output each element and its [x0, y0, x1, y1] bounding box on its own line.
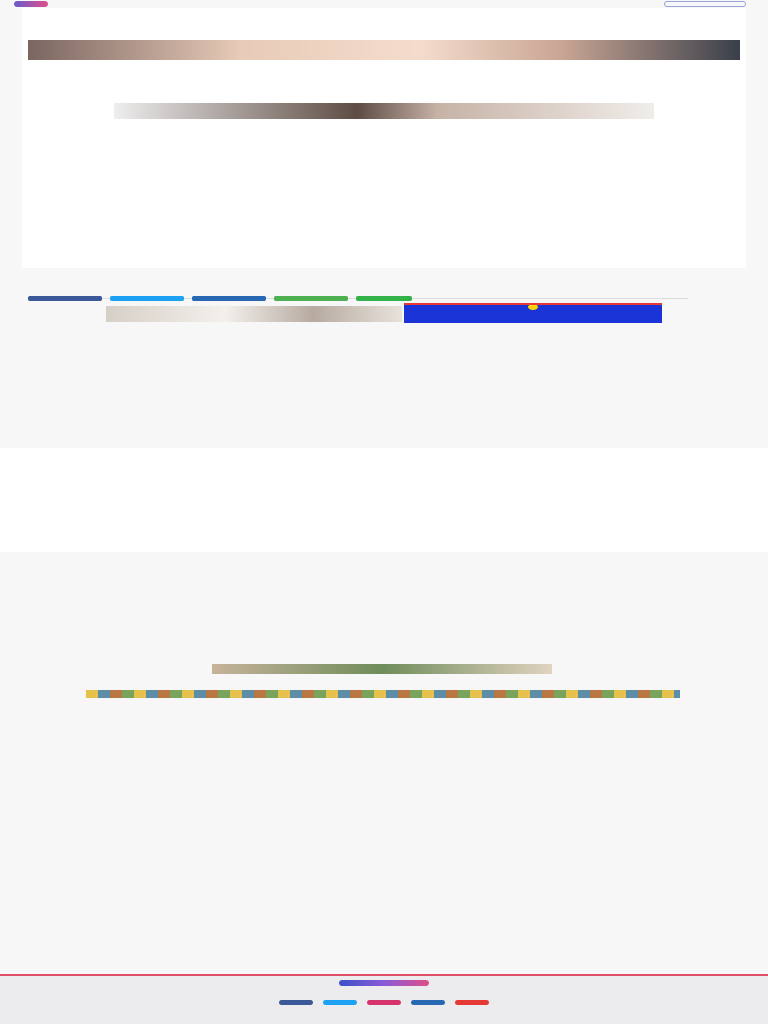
top-bar: [0, 0, 768, 8]
featured-image[interactable]: [212, 664, 552, 674]
share-linkedin-button[interactable]: [192, 296, 266, 301]
related-list: [18, 332, 748, 440]
ad-stripe: [404, 303, 662, 305]
share-twitter-button[interactable]: [110, 296, 184, 301]
facebook-icon[interactable]: [279, 1000, 313, 1005]
article: [22, 8, 746, 268]
article-paragraph: [28, 63, 740, 99]
share-facebook-button[interactable]: [28, 296, 102, 301]
share-whatsapp-button[interactable]: [274, 296, 348, 301]
site-logo[interactable]: [14, 1, 48, 7]
footer-logo[interactable]: [339, 980, 429, 986]
featured-strip-image[interactable]: [86, 690, 680, 698]
popular-list: [0, 448, 768, 552]
hero-image: [28, 40, 740, 60]
search-input[interactable]: [664, 1, 746, 7]
article-meta: [28, 32, 740, 38]
twitter-icon[interactable]: [323, 1000, 357, 1005]
footer-description: [0, 990, 768, 997]
linkedin-icon[interactable]: [411, 1000, 445, 1005]
share-telegram-button[interactable]: [356, 296, 412, 301]
article-paragraph: [28, 123, 740, 171]
ad-badge-icon: [528, 304, 538, 310]
article-inline-image: [114, 103, 654, 119]
article-paragraph: [28, 174, 740, 198]
featured-caption[interactable]: [212, 676, 552, 684]
footer-social-links: [0, 1000, 768, 1005]
story-grid: [32, 596, 736, 656]
article-title: [28, 12, 740, 32]
keyword-links[interactable]: [0, 552, 768, 588]
ad-image[interactable]: [106, 306, 402, 322]
youtube-icon[interactable]: [455, 1000, 489, 1005]
footer: [0, 974, 768, 1024]
ad-banner[interactable]: [404, 303, 662, 323]
story-feed: [28, 706, 740, 970]
instagram-icon[interactable]: [367, 1000, 401, 1005]
